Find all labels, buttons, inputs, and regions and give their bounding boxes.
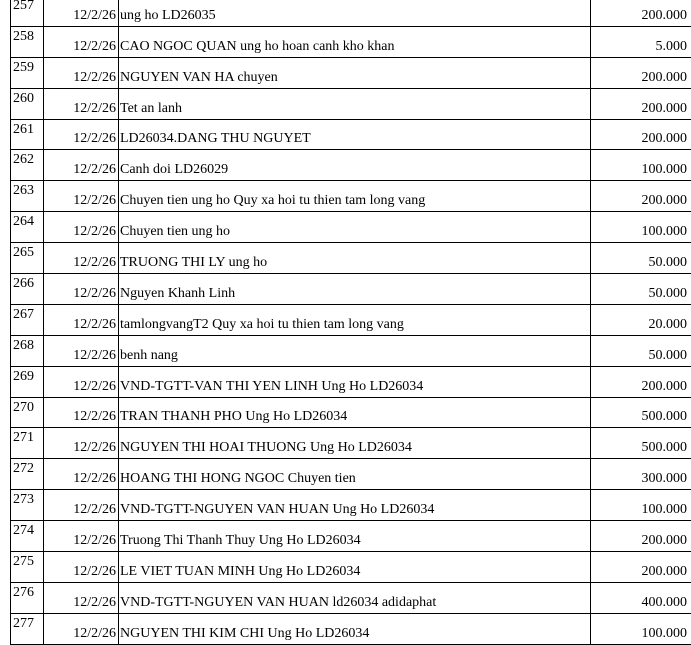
table-row xyxy=(11,521,691,552)
table-row xyxy=(11,552,691,583)
row-number: 277 xyxy=(11,613,44,644)
table-row xyxy=(11,119,691,150)
row-number: 268 xyxy=(11,335,44,366)
row-date: 12/2/26 xyxy=(44,366,119,397)
row-amount: 200.000 xyxy=(591,181,691,212)
row-description: NGUYEN THI KIM CHI Ung Ho LD26034 xyxy=(119,613,591,644)
row-date: 12/2/26 xyxy=(44,0,119,26)
row-number: 275 xyxy=(11,552,44,583)
donation-ledger-table xyxy=(10,0,691,645)
table-row xyxy=(11,88,691,119)
row-number: 274 xyxy=(11,521,44,552)
row-number: 257 xyxy=(11,0,44,26)
row-number: 271 xyxy=(11,428,44,459)
row-date: 12/2/26 xyxy=(44,119,119,150)
table-row xyxy=(11,335,691,366)
row-amount: 200.000 xyxy=(591,366,691,397)
row-date: 12/2/26 xyxy=(44,274,119,305)
table-row xyxy=(11,0,691,26)
row-amount: 100.000 xyxy=(591,150,691,181)
row-amount: 20.000 xyxy=(591,304,691,335)
row-description: VND-TGTT-NGUYEN VAN HUAN Ung Ho LD26034 xyxy=(119,490,591,521)
row-amount: 200.000 xyxy=(591,119,691,150)
row-number: 259 xyxy=(11,57,44,88)
row-date: 12/2/26 xyxy=(44,335,119,366)
table-row xyxy=(11,459,691,490)
row-date: 12/2/26 xyxy=(44,582,119,613)
donation-ledger-sheet xyxy=(10,0,682,645)
row-number: 264 xyxy=(11,212,44,243)
table-row xyxy=(11,26,691,57)
row-description: TRUONG THI LY ung ho xyxy=(119,243,591,274)
row-amount: 300.000 xyxy=(591,459,691,490)
row-number: 273 xyxy=(11,490,44,521)
row-amount: 200.000 xyxy=(591,552,691,583)
row-number: 270 xyxy=(11,397,44,428)
row-description: benh nang xyxy=(119,335,591,366)
table-row xyxy=(11,57,691,88)
table-row xyxy=(11,397,691,428)
row-number: 260 xyxy=(11,88,44,119)
row-description: NGUYEN THI HOAI THUONG Ung Ho LD26034 xyxy=(119,428,591,459)
table-row xyxy=(11,490,691,521)
row-number: 272 xyxy=(11,459,44,490)
row-description: LD26034.DANG THU NGUYET xyxy=(119,119,591,150)
table-row xyxy=(11,212,691,243)
row-description: Truong Thi Thanh Thuy Ung Ho LD26034 xyxy=(119,521,591,552)
row-date: 12/2/26 xyxy=(44,181,119,212)
table-row xyxy=(11,366,691,397)
row-description: VND-TGTT-NGUYEN VAN HUAN ld26034 adidaphat xyxy=(119,582,591,613)
row-date: 12/2/26 xyxy=(44,521,119,552)
row-amount: 100.000 xyxy=(591,212,691,243)
row-amount: 200.000 xyxy=(591,521,691,552)
row-description: CAO NGOC QUAN ung ho hoan canh kho khan xyxy=(119,26,591,57)
row-description: Canh doi LD26029 xyxy=(119,150,591,181)
row-date: 12/2/26 xyxy=(44,459,119,490)
row-date: 12/2/26 xyxy=(44,26,119,57)
row-amount: 100.000 xyxy=(591,613,691,644)
row-amount: 50.000 xyxy=(591,274,691,305)
row-date: 12/2/26 xyxy=(44,397,119,428)
row-number: 258 xyxy=(11,26,44,57)
row-description: Nguyen Khanh Linh xyxy=(119,274,591,305)
row-number: 261 xyxy=(11,119,44,150)
row-date: 12/2/26 xyxy=(44,212,119,243)
table-row xyxy=(11,150,691,181)
row-number: 262 xyxy=(11,150,44,181)
row-amount: 500.000 xyxy=(591,397,691,428)
row-number: 276 xyxy=(11,582,44,613)
table-row xyxy=(11,181,691,212)
row-date: 12/2/26 xyxy=(44,428,119,459)
row-date: 12/2/26 xyxy=(44,57,119,88)
row-description: tamlongvangT2 Quy xa hoi tu thien tam long vang xyxy=(119,304,591,335)
row-date: 12/2/26 xyxy=(44,88,119,119)
table-row xyxy=(11,582,691,613)
row-number: 269 xyxy=(11,366,44,397)
row-date: 12/2/26 xyxy=(44,490,119,521)
table-row xyxy=(11,274,691,305)
row-description: NGUYEN VAN HA chuyen xyxy=(119,57,591,88)
table-row xyxy=(11,428,691,459)
row-description: Tet an lanh xyxy=(119,88,591,119)
row-date: 12/2/26 xyxy=(44,613,119,644)
row-amount: 200.000 xyxy=(591,57,691,88)
row-amount: 200.000 xyxy=(591,88,691,119)
ledger-body xyxy=(11,0,691,644)
row-amount: 200.000 xyxy=(591,0,691,26)
row-date: 12/2/26 xyxy=(44,243,119,274)
row-description: ung ho LD26035 xyxy=(119,0,591,26)
row-description: Chuyen tien ung ho xyxy=(119,212,591,243)
row-number: 267 xyxy=(11,304,44,335)
row-amount: 50.000 xyxy=(591,335,691,366)
row-description: HOANG THI HONG NGOC Chuyen tien xyxy=(119,459,591,490)
row-number: 263 xyxy=(11,181,44,212)
row-description: TRAN THANH PHO Ung Ho LD26034 xyxy=(119,397,591,428)
row-number: 266 xyxy=(11,274,44,305)
table-row xyxy=(11,243,691,274)
row-date: 12/2/26 xyxy=(44,552,119,583)
table-row xyxy=(11,613,691,644)
row-amount: 100.000 xyxy=(591,490,691,521)
row-amount: 400.000 xyxy=(591,582,691,613)
row-description: VND-TGTT-VAN THI YEN LINH Ung Ho LD26034 xyxy=(119,366,591,397)
row-date: 12/2/26 xyxy=(44,150,119,181)
table-row xyxy=(11,304,691,335)
row-date: 12/2/26 xyxy=(44,304,119,335)
row-amount: 50.000 xyxy=(591,243,691,274)
row-amount: 500.000 xyxy=(591,428,691,459)
row-number: 265 xyxy=(11,243,44,274)
row-amount: 5.000 xyxy=(591,26,691,57)
row-description: Chuyen tien ung ho Quy xa hoi tu thien tam long vang xyxy=(119,181,591,212)
row-description: LE VIET TUAN MINH Ung Ho LD26034 xyxy=(119,552,591,583)
